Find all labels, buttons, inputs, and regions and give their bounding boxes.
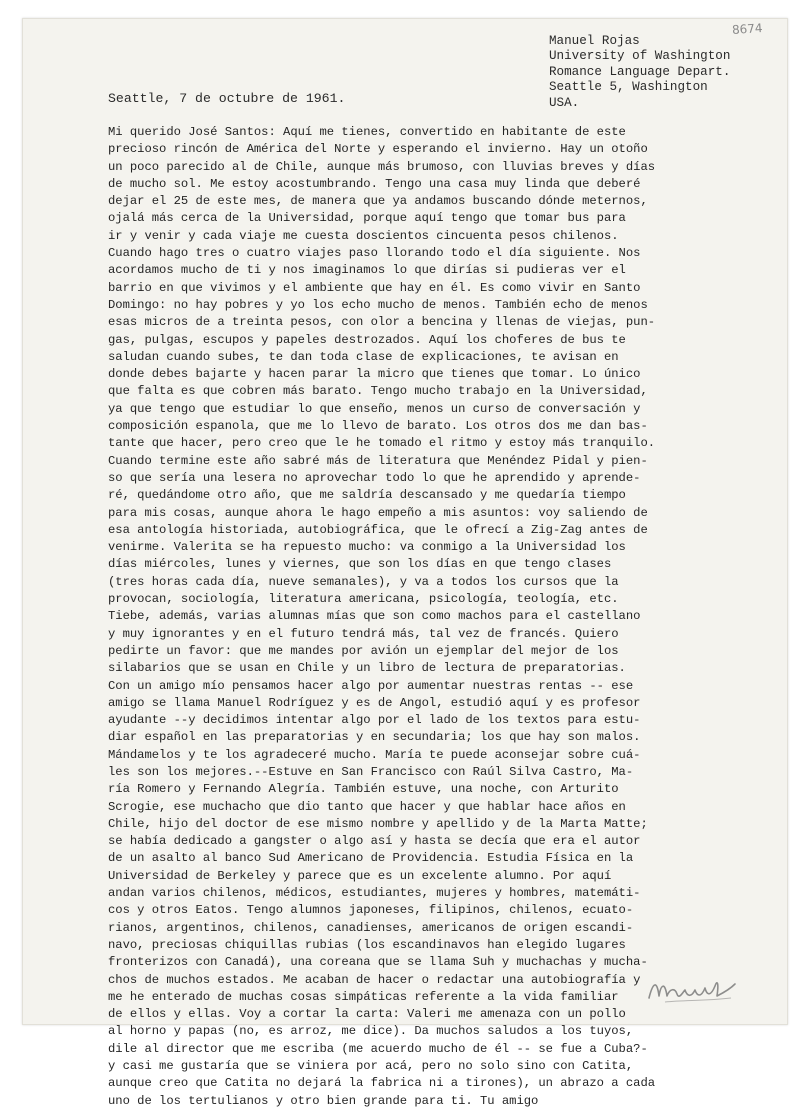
sender-department: Romance Language Depart. — [549, 64, 731, 79]
sender-country: USA. — [549, 95, 580, 110]
letter-line: ya que tengo que estudiar lo que enseño, menos un curso de conversación y — [108, 401, 641, 416]
letter-line: esas micros de a treinta pesos, con olor a bencina y llenas de viejas, pun- — [108, 315, 656, 330]
letter-line: diar español en las preparatorias y en secundaria; los que hay son malos. — [108, 730, 641, 745]
letter-line: fronterizos con Canadá), una coreana que se llama Suh y muchachas y mucha- — [108, 955, 648, 970]
letter-line: de un asalto al banco Sud Americano de Providencia. Estudia Física en la — [108, 851, 634, 866]
letter-line: me he enterado de muchas cosas simpáticas referente a la vida familiar — [108, 989, 619, 1004]
letter-line: esa antología historiada, autobiográfica, que le ofrecí a Zig-Zag antes de — [108, 522, 648, 537]
letter-line: ir y venir y cada viaje me cuesta doscientos cincuenta pesos chilenos. — [108, 228, 619, 243]
letter-line: aunque creo que Catita no dejará la fabrica ni a tirones), un abrazo a cada — [108, 1076, 656, 1091]
letter-line: chos de muchos estados. Me acaban de hacer o redactar una autobiografía y — [108, 972, 641, 987]
letter-line: silabarios que se usan en Chile y un libro de lectura de preparatorias. — [108, 661, 626, 676]
letter-line: tante que hacer, pero creo que le he tomado el ritmo y estoy más tranquilo. — [108, 436, 656, 451]
letter-line: rianos, argentinos, chilenos, canadienses, americanos de origen escandi- — [108, 920, 634, 935]
letter-line: saludan cuando subes, te dan toda clase de explicaciones, te avisan en — [108, 349, 619, 364]
letter-line: Mi querido José Santos: Aquí me tienes, convertido en habitante de este — [108, 125, 626, 139]
letter-line: Scrogie, ese muchacho que dio tanto que hacer y que hablar hace años en — [108, 799, 626, 814]
letter-line: al horno y papas (no, es arroz, me dice). Da muchos saludos a los tuyos, — [108, 1024, 634, 1039]
letter-line: Domingo: no hay pobres y yo los echo mucho de menos. También echo de menos — [108, 297, 648, 312]
sender-institution: University of Washington — [549, 49, 731, 64]
letter-line: Con un amigo mío pensamos hacer algo por aumentar nuestras rentas -- ese — [108, 678, 634, 693]
letter-line: Tiebe, además, varias alumnas mías que son como machos para el castellano — [108, 609, 641, 624]
letter-line: un poco parecido al de Chile, aunque más brumoso, con lluvias breves y días — [108, 159, 656, 174]
letter-line: y casi me gustaría que se viniera por acá, pero no solo sino con Catita, — [108, 1059, 634, 1074]
letter-line: de ellos y ellas. Voy a cortar la carta: Valeri me amenaza con un pollo — [108, 1007, 626, 1022]
letter-line: barrio en que vivimos y el ambiente que hay en él. Es como vivir en Santo — [108, 280, 641, 295]
letter-line: días miércoles, lunes y viernes, que son los días en que tengo clases — [108, 557, 612, 572]
letter-line: les son los mejores.--Estuve en San Francisco con Raúl Silva Castro, Ma- — [108, 764, 634, 779]
letter-line: ré, quedándome otro año, que me saldría descansado y me quedaría tiempo — [108, 488, 626, 503]
letter-line: y muy ignorantes y en el futuro tendrá más, tal vez de francés. Quiero — [108, 626, 619, 641]
letter-line: (tres horas cada día, nueve semanales), y va a todos los cursos que la — [108, 574, 619, 589]
letter-body — [108, 124, 788, 1110]
letter-line: composición espanola, que me lo llevo de barato. Los otros dos me dan bas- — [108, 419, 648, 434]
letter-line: pedirte un favor: que me mandes por avión un ejemplar del mejor de los — [108, 643, 619, 658]
letter-line: venirme. Valerita se ha repuesto mucho: va conmigo a la Universidad los — [108, 540, 626, 555]
letter-line: donde debes bajarte y hacen parar la micro que tienes que tomar. Lo único — [108, 367, 641, 382]
letter-line: Chile, hijo del doctor de ese mismo nombre y apellido y de la Marta Matte; — [108, 816, 648, 831]
letter-line: uno de los tertulianos y otro bien grande para ti. Tu amigo — [108, 1093, 539, 1108]
letter-line: se había dedicado a gangster o algo así y hasta se decía que era el autor — [108, 834, 641, 849]
letter-line: dejar el 25 de este mes, de manera que ya andamos buscando dónde meternos, — [108, 194, 648, 209]
letter-line: navo, preciosas chiquillas rubias (los escandinavos han elegido lugares — [108, 937, 626, 952]
letter-line: amigo se llama Manuel Rodríguez y es de Angol, estudió aquí y es profesor — [108, 695, 641, 710]
letter-line: para mis cosas, aunque ahora le hago empeño a mis asuntos: voy saliendo de — [108, 505, 648, 520]
date-line: Seattle, 7 de octubre de 1961. — [108, 91, 346, 106]
letter-line: Cuando termine este año sabré más de literatura que Menéndez Pidal y pien- — [108, 453, 648, 468]
letter-line: Cuando hago tres o cuatro viajes paso llorando todo el día siguiente. Nos — [108, 246, 641, 261]
letter-line: andan varios chilenos, médicos, estudiantes, mujeres y hombres, matemáti- — [108, 886, 641, 901]
letter-line: gas, pulgas, escupos y papeles destrozados. Aquí los choferes de bus te — [108, 332, 626, 347]
letter-line: ojalá más cerca de la Universidad, porque aquí tengo que tomar bus para — [108, 211, 626, 226]
letter-line: de mucho sol. Me estoy acostumbrando. Tengo una casa muy linda que deberé — [108, 176, 641, 191]
archive-catalog-number: 8674 — [731, 20, 763, 38]
letter-line: que falta es que cobren más barato. Tengo mucho trabajo en la Universidad, — [108, 384, 648, 399]
handwritten-signature — [645, 972, 737, 1006]
letter-line: provocan, sociología, literatura americana, psicología, teología, etc. — [108, 592, 619, 607]
letter-line: ría Romero y Fernando Alegría. También estuve, una noche, con Arturito — [108, 782, 619, 797]
letter-line: acordamos mucho de ti y nos imaginamos lo que dirías si pudieras ver el — [108, 263, 626, 278]
letter-line: Universidad de Berkeley y parece que es un excelente alumno. Por aquí — [108, 868, 612, 883]
letter-line: precioso rincón de América del Norte y esperando el invierno. Hay un otoño — [108, 142, 648, 157]
letter-line: dile al director que me escriba (me acuerdo mucho de él -- se fue a Cuba?- — [108, 1041, 648, 1056]
letter-line: so que sería una lesera no aprovechar todo lo que he aprendido y aprende- — [108, 470, 641, 485]
letter-line: ayudante --y decidimos intentar algo por el lado de los textos para estu- — [108, 713, 641, 728]
sender-address-block — [549, 34, 730, 111]
letter-line: cos y otros Eatos. Tengo alumnos japoneses, filipinos, chilenos, ecuato- — [108, 903, 634, 918]
sender-name: Manuel Rojas — [549, 34, 640, 48]
letter-line: Mándamelos y te los agradeceré mucho. María te puede aconsejar sobre cuá- — [108, 747, 641, 762]
sender-city: Seattle 5, Washington — [549, 80, 708, 95]
